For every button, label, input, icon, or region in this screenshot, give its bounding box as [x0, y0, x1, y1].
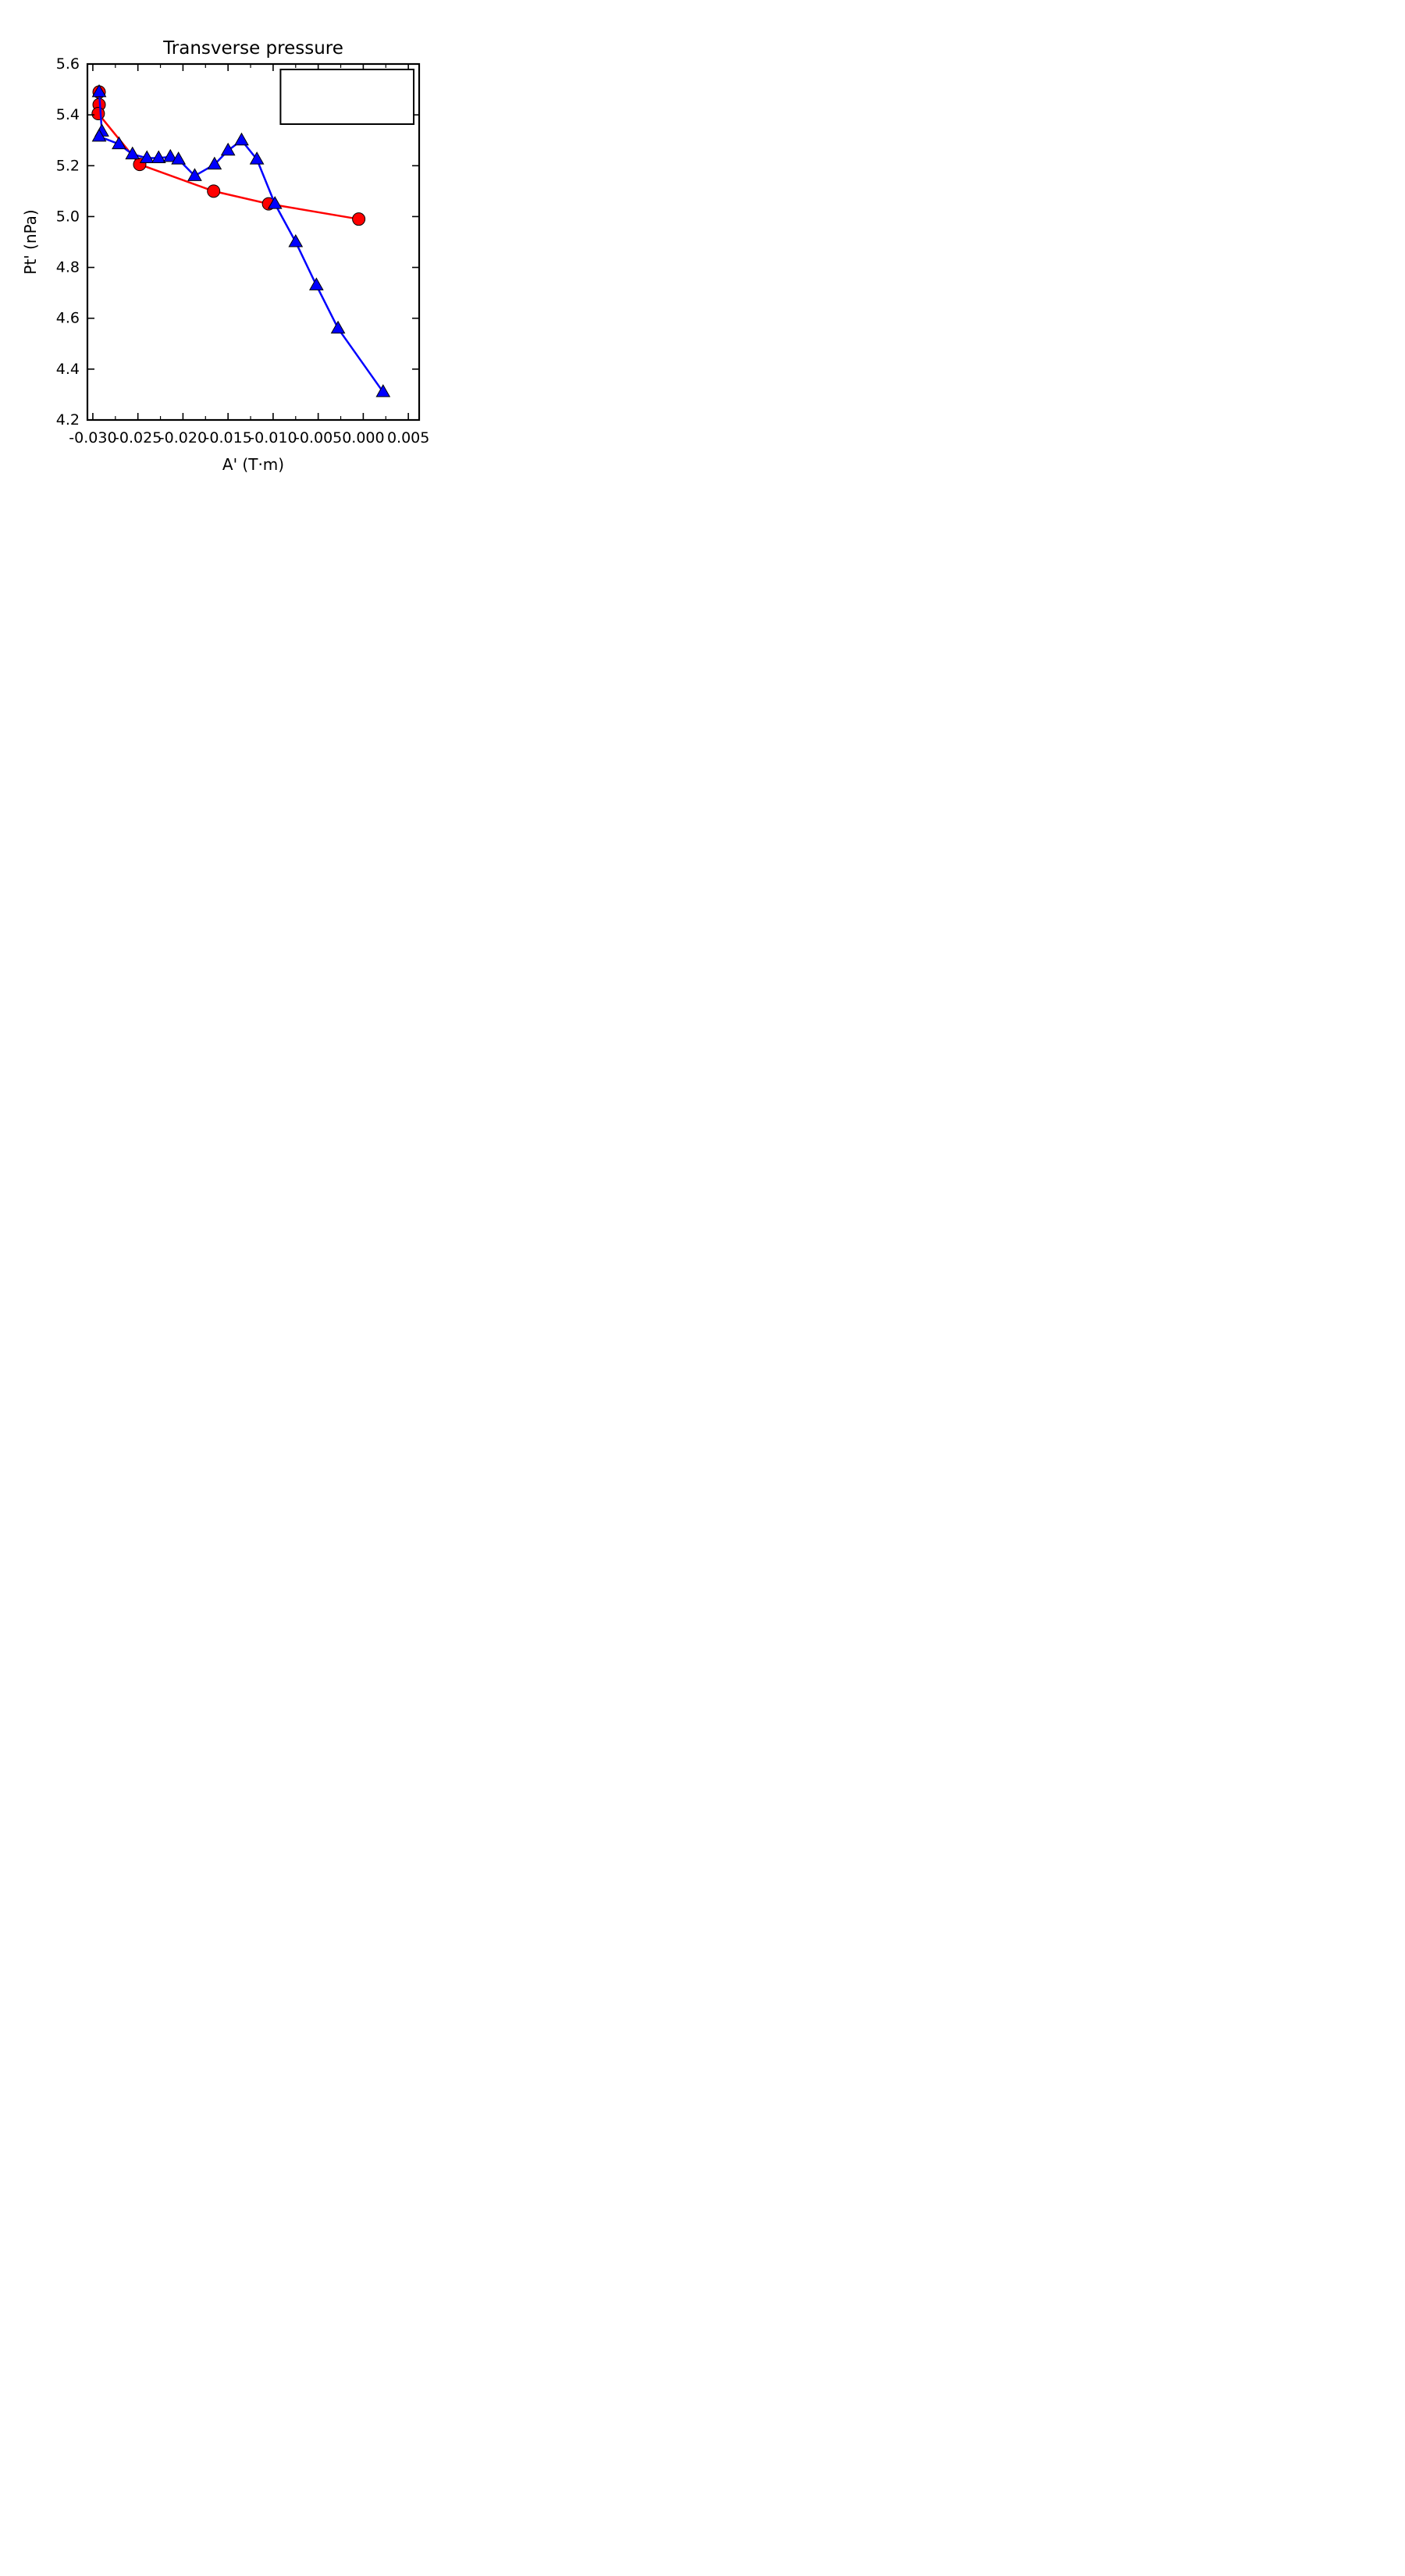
y-tick-label: 5.6	[55, 55, 80, 73]
marker-circle	[208, 185, 220, 197]
y-tick-label: 4.6	[55, 309, 80, 327]
marker-triangle	[235, 133, 248, 145]
x-tick-label: -0.025	[114, 429, 162, 447]
y-tick-label: 4.8	[55, 258, 80, 276]
x-tick-label: -0.030	[69, 429, 117, 447]
x-tick-label: -0.010	[249, 429, 297, 447]
marker-triangle	[332, 322, 345, 333]
x-tick-label: -0.015	[204, 429, 252, 447]
y-tick-label: 5.0	[55, 208, 80, 226]
marker-triangle	[222, 144, 235, 155]
y-tick-label: 5.2	[55, 157, 80, 175]
x-tick-label: -0.005	[294, 429, 343, 447]
marker-triangle	[289, 235, 302, 247]
marker-triangle	[310, 278, 323, 290]
marker-circle	[353, 213, 365, 226]
x-tick-label: -0.020	[158, 429, 208, 447]
x-tick-label: 0.005	[386, 429, 430, 447]
y-tick-label: 4.2	[55, 411, 80, 429]
y-tick-label: 4.4	[55, 360, 80, 378]
marker-circle	[92, 108, 105, 120]
series-2nd half path	[93, 85, 390, 397]
chart-transverse-pressure	[21, 38, 429, 474]
x-tick-label: 0.000	[342, 429, 385, 447]
chart-title: Transverse pressure	[163, 38, 343, 59]
x-axis-label: A' (T·m)	[222, 455, 285, 474]
y-axis-label: Pt' (nPa)	[21, 209, 40, 275]
legend	[280, 69, 414, 124]
y-tick-label: 5.4	[55, 106, 80, 124]
